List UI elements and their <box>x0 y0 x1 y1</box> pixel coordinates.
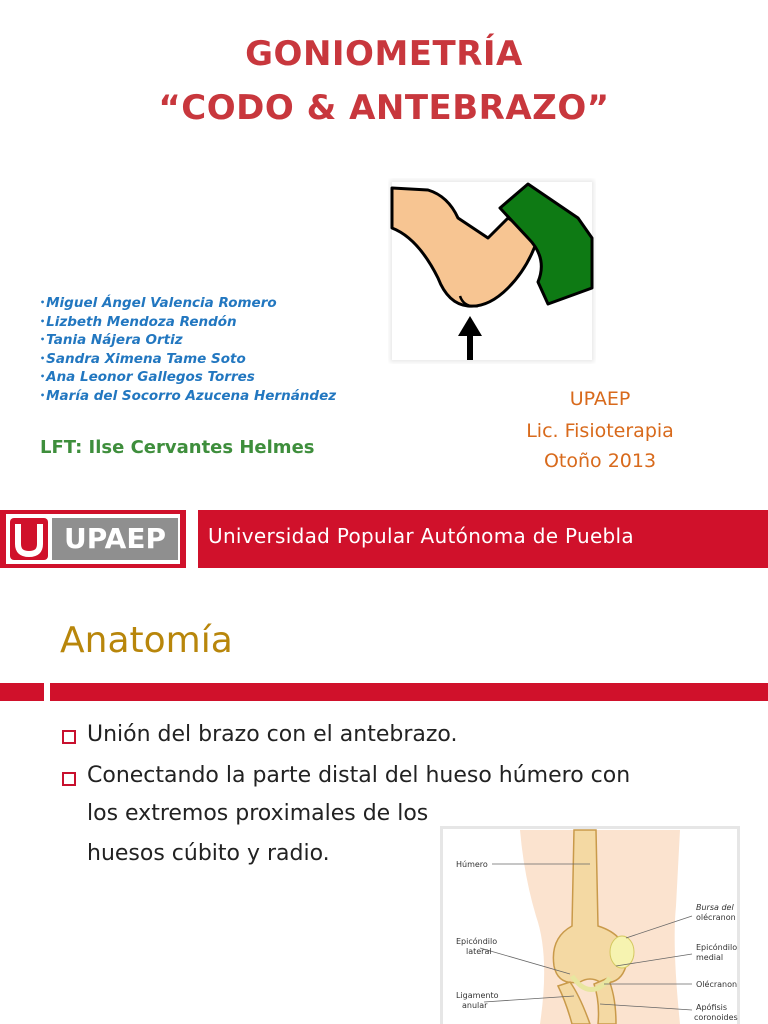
bullet-square-icon <box>62 730 76 744</box>
author-bullet: • <box>40 390 46 400</box>
author-name: Miguel Ángel Valencia Romero <box>46 295 277 311</box>
term-name: Otoño 2013 <box>543 450 657 472</box>
advisor-label <box>40 437 315 458</box>
author-bullet: • <box>40 372 46 382</box>
label-epic-med-1: Epicóndilo <box>696 943 738 952</box>
author-item <box>40 387 336 406</box>
author-name: Sandra Ximena Tame Soto <box>46 350 246 367</box>
label-epic-med-2: medial <box>696 953 724 962</box>
u-logo-icon <box>10 518 48 560</box>
title-line-1: GONIOMETRÍA <box>245 34 523 74</box>
author-item <box>40 350 336 369</box>
bullet-text: Conectando la parte distal del hueso húmero con <box>87 763 631 788</box>
logo-wordmark: UPAEP <box>63 522 166 555</box>
elbow-anatomy-illustration <box>440 826 740 1024</box>
bullet-square-icon <box>62 772 76 786</box>
label-epic-lat-2: lateral <box>466 947 492 956</box>
elbow-flexion-illustration <box>388 178 596 364</box>
program-name: Lic. Fisioterapia <box>526 420 674 442</box>
upaep-logo <box>0 510 186 568</box>
author-bullet: • <box>40 335 46 345</box>
author-bullet: • <box>40 316 46 326</box>
label-bursa-1: Bursa del <box>696 903 734 912</box>
label-humero: Húmero <box>456 860 488 869</box>
advisor-prefix: LFT <box>40 437 76 458</box>
bullet-text-continuation: los extremos proximales de los <box>87 801 429 826</box>
bullet-text-continuation: huesos cúbito y radio. <box>87 841 330 866</box>
label-ligamento-1: Ligamento <box>456 991 499 1000</box>
label-apofisis-1: Apófisis <box>696 1003 728 1012</box>
author-name: María del Socorro Azucena Hernández <box>46 387 337 404</box>
author-bullet: • <box>40 298 46 307</box>
author-name: Lizbeth Mendoza Rendón <box>46 313 237 330</box>
divider-bar <box>50 683 768 701</box>
title-line-2: “CODO & ANTEBRAZO” <box>158 88 610 128</box>
author-item <box>40 294 336 313</box>
author-name: Ana Leonor Gallegos Torres <box>46 369 255 386</box>
institution-name: UPAEP <box>569 388 631 410</box>
author-list <box>40 294 336 406</box>
bullet-text: Unión del brazo con el antebrazo. <box>87 722 458 747</box>
label-epic-lat-1: Epicóndilo <box>456 937 498 946</box>
label-ligamento-2: anular <box>462 1001 488 1010</box>
university-name: Universidad Popular Autónoma de Puebla <box>208 524 634 548</box>
label-bursa-2: olécranon <box>696 913 736 922</box>
advisor-name: : Ilse Cervantes Helmes <box>75 437 315 458</box>
label-olecranon: Olécranon <box>696 980 738 989</box>
author-item <box>40 331 336 350</box>
author-bullet: • <box>40 353 46 363</box>
divider-small <box>0 683 44 701</box>
label-apofisis-2: coronoides <box>694 1013 738 1022</box>
author-item <box>40 368 336 387</box>
author-name: Tania Nájera Ortiz <box>46 332 183 349</box>
author-item <box>40 313 336 332</box>
anatomy-heading: Anatomía <box>60 620 233 661</box>
